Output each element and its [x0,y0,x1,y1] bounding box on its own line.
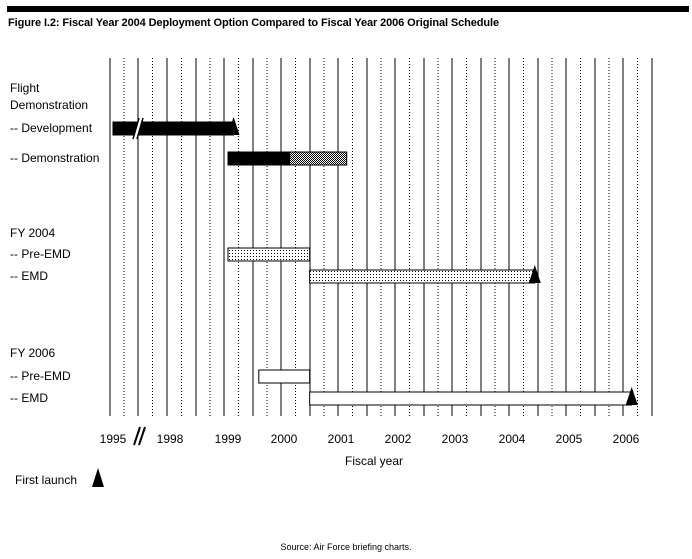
row-labels [10,81,99,405]
row-label: -- Development [10,121,93,135]
x-tick-label: 2003 [441,432,469,446]
figure-title: Figure I.2: Fiscal Year 2004 Deployment Option Compared to Fiscal Year 2006 Original Schedule [8,17,499,29]
axis-break-icon [134,427,145,445]
x-tick-label: 2004 [498,432,526,446]
x-axis [100,427,640,468]
x-tick-label: 2006 [612,432,640,446]
group-title-line: Flight [10,81,40,95]
x-axis-label: Fiscal year [344,454,404,468]
row-label: -- Demonstration [10,151,100,165]
bars [113,118,632,405]
row-label: -- EMD [10,269,48,283]
group-title-line: Demonstration [10,98,89,112]
x-tick-label: 2005 [555,432,583,446]
gantt-bar [290,152,347,165]
legend [15,468,104,487]
x-tick-label: 2001 [327,432,355,446]
legend-triangle-icon [92,468,104,487]
x-tick-label: 2002 [384,432,412,446]
x-tick-label: 2000 [270,432,298,446]
grid-lines [110,58,652,416]
row-label: -- Pre-EMD [10,369,71,383]
row-label: -- Pre-EMD [10,247,71,261]
gantt-bar [113,122,234,135]
group-title: FY 2006 [10,346,56,360]
gantt-bar [228,152,290,165]
x-tick-label: 1995 [99,432,127,446]
row-label: -- EMD [10,391,48,405]
x-tick-label: 1999 [214,432,242,446]
gantt-bar [259,370,310,383]
gantt-bar [228,248,310,261]
gantt-bar [310,392,632,405]
group-title: FY 2004 [10,226,56,240]
source-note: Source: Air Force briefing charts. [280,542,412,552]
gantt-bar [310,270,535,283]
x-tick-label: 1998 [156,432,184,446]
legend-label: First launch [15,473,78,487]
